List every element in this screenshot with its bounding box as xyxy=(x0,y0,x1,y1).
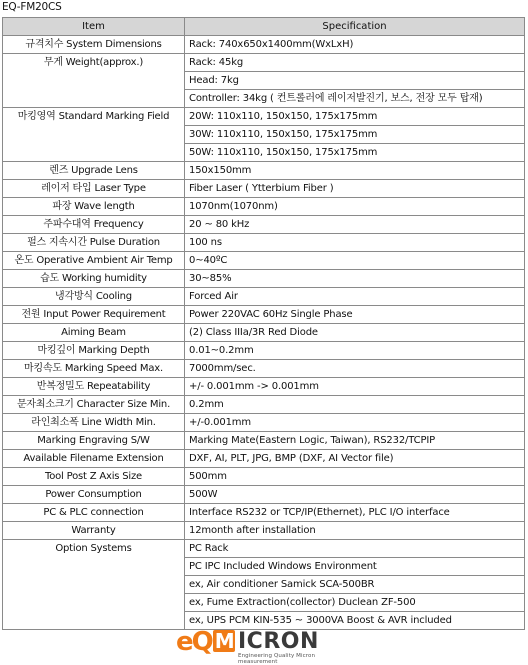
table-row xyxy=(3,216,525,234)
table-row xyxy=(3,324,525,342)
spec-value: 100 ns xyxy=(185,234,525,252)
spec-value: 0.2mm xyxy=(185,396,525,414)
spec-item-label: 마킹깊이 Marking Depth xyxy=(3,342,185,360)
spec-value: ex, UPS PCM KIN-535 ~ 3000VA Boost & AVR included xyxy=(185,612,525,630)
table-row xyxy=(3,360,525,378)
spec-value: 1070nm(1070nm) xyxy=(185,198,525,216)
spec-item-label: 라인최소폭 Line Width Min. xyxy=(3,414,185,432)
spec-item-label: 마킹영역 Standard Marking Field xyxy=(3,108,185,162)
logo-tagline: Engineering Quality Micron measurement xyxy=(238,653,316,665)
spec-value: 30W: 110x110, 150x150, 175x175mm xyxy=(185,126,525,144)
table-row xyxy=(3,432,525,450)
spec-value: 12month after installation xyxy=(185,522,525,540)
table-row xyxy=(3,180,525,198)
table-row xyxy=(3,288,525,306)
column-header-spec: Specification xyxy=(185,18,525,36)
spec-value: 0~40ºC xyxy=(185,252,525,270)
spec-item-label: Marking Engraving S/W xyxy=(3,432,185,450)
spec-item-label: 전원 Input Power Requirement xyxy=(3,306,185,324)
spec-value: 500mm xyxy=(185,468,525,486)
spec-item-label: 마킹속도 Marking Speed Max. xyxy=(3,360,185,378)
spec-value: 20W: 110x110, 150x150, 175x175mm xyxy=(185,108,525,126)
table-row xyxy=(3,378,525,396)
spec-value: 150x150mm xyxy=(185,162,525,180)
eqmicron-logo xyxy=(176,626,356,665)
spec-value: Fiber Laser ( Ytterbium Fiber ) xyxy=(185,180,525,198)
spec-value: +/-0.001mm xyxy=(185,414,525,432)
table-row xyxy=(3,396,525,414)
table-row xyxy=(3,342,525,360)
spec-item-label: 파장 Wave length xyxy=(3,198,185,216)
table-row xyxy=(3,450,525,468)
logo-mark-m: M xyxy=(214,629,233,653)
spec-value: ex, Fume Extraction(collector) Duclean ZF-500 xyxy=(185,594,525,612)
spec-value: Rack: 740x650x1400mm(WxLxH) xyxy=(185,36,525,54)
spec-item-label: Option Systems xyxy=(3,540,185,630)
spec-value: Power 220VAC 60Hz Single Phase xyxy=(185,306,525,324)
spec-item-label: 규격치수 System Dimensions xyxy=(3,36,185,54)
spec-item-label: 레이저 타입 Laser Type xyxy=(3,180,185,198)
spec-value: Controller: 34kg ( 컨트롤러에 레이저발진기, 보스, 전장 모두 탑재) xyxy=(185,90,525,108)
spec-value: Head: 7kg xyxy=(185,72,525,90)
spec-item-label: Power Consumption xyxy=(3,486,185,504)
table-row xyxy=(3,414,525,432)
table-row xyxy=(3,522,525,540)
spec-item-label: 반복정밀도 Repeatability xyxy=(3,378,185,396)
spec-item-label: 온도 Operative Ambient Air Temp xyxy=(3,252,185,270)
table-row xyxy=(3,36,525,54)
table-row xyxy=(3,108,525,126)
spec-item-label: 렌즈 Upgrade Lens xyxy=(3,162,185,180)
logo-mark: eQ M xyxy=(176,627,233,657)
spec-item-label: Tool Post Z Axis Size xyxy=(3,468,185,486)
spec-item-label: PC & PLC connection xyxy=(3,504,185,522)
spec-item-label: 펄스 지속시간 Pulse Duration xyxy=(3,234,185,252)
spec-item-label: Available Filename Extension xyxy=(3,450,185,468)
table-row xyxy=(3,306,525,324)
spec-value: 7000mm/sec. xyxy=(185,360,525,378)
table-row xyxy=(3,252,525,270)
spec-item-label: 무게 Weight(approx.) xyxy=(3,54,185,108)
table-row xyxy=(3,162,525,180)
table-row xyxy=(3,54,525,72)
spec-value: (2) Class IIIa/3R Red Diode xyxy=(185,324,525,342)
column-header-item: Item xyxy=(3,18,185,36)
spec-table xyxy=(2,17,525,630)
spec-item-label: Warranty xyxy=(3,522,185,540)
spec-table-body xyxy=(3,36,525,630)
table-row xyxy=(3,540,525,558)
spec-value: PC IPC Included Windows Environment xyxy=(185,558,525,576)
table-row xyxy=(3,486,525,504)
table-header-row xyxy=(3,18,525,36)
spec-value: 20 ~ 80 kHz xyxy=(185,216,525,234)
spec-value: 0.01~0.2mm xyxy=(185,342,525,360)
spec-value: Interface RS232 or TCP/IP(Ethernet), PLC I/O interface xyxy=(185,504,525,522)
spec-value: Rack: 45kg xyxy=(185,54,525,72)
spec-value: Marking Mate(Eastern Logic, Taiwan), RS232/TCPIP xyxy=(185,432,525,450)
spec-item-label: 습도 Working humidity xyxy=(3,270,185,288)
spec-value: 50W: 110x110, 150x150, 175x175mm xyxy=(185,144,525,162)
spec-value: DXF, AI, PLT, JPG, BMP (DXF, AI Vector file) xyxy=(185,450,525,468)
spec-item-label: 냉각방식 Cooling xyxy=(3,288,185,306)
table-row xyxy=(3,468,525,486)
logo-wordmark: ICRON xyxy=(238,629,319,654)
spec-item-label: Aiming Beam xyxy=(3,324,185,342)
spec-item-label: 주파수대역 Frequency xyxy=(3,216,185,234)
model-title: EQ-FM20CS xyxy=(2,1,62,13)
table-row xyxy=(3,198,525,216)
spec-value: ex, Air conditioner Samick SCA-500BR xyxy=(185,576,525,594)
spec-value: +/- 0.001mm -> 0.001mm xyxy=(185,378,525,396)
spec-value: 500W xyxy=(185,486,525,504)
spec-value: 30~85% xyxy=(185,270,525,288)
table-row xyxy=(3,270,525,288)
spec-value: Forced Air xyxy=(185,288,525,306)
spec-value: PC Rack xyxy=(185,540,525,558)
spec-item-label: 문자최소크기 Character Size Min. xyxy=(3,396,185,414)
table-row xyxy=(3,234,525,252)
table-row xyxy=(3,504,525,522)
